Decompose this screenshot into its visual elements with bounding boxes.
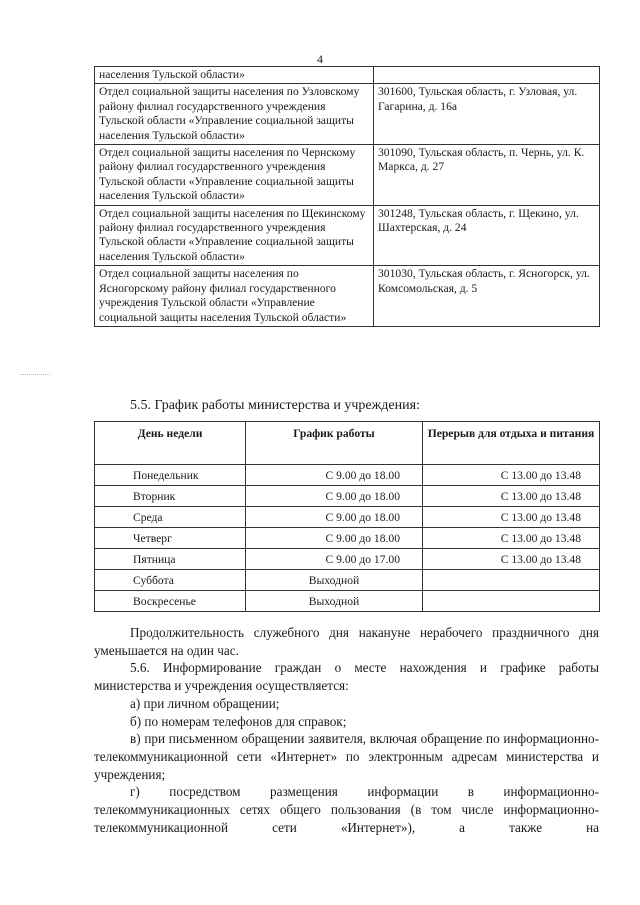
schedule-table	[94, 421, 600, 612]
schedule-row	[95, 465, 600, 486]
offices-table-body	[95, 67, 600, 327]
schedule-day: Пятница	[95, 549, 246, 570]
schedule-day: Четверг	[95, 528, 246, 549]
schedule-row	[95, 507, 600, 528]
header-day: День недели	[95, 422, 246, 465]
office-row	[95, 266, 600, 327]
header-hours: График работы	[246, 422, 423, 465]
schedule-break	[423, 591, 600, 612]
office-address	[374, 67, 600, 84]
schedule-hours: С 9.00 до 18.00	[246, 465, 423, 486]
schedule-break: С 13.00 до 13.48	[423, 528, 600, 549]
schedule-table-body	[95, 465, 600, 612]
office-row	[95, 145, 600, 206]
office-name: Отдел социальной защиты населения по Ясногорскому району филиал государственного учреждения Тульской области «Управление социальной защиты населения Тульской области»	[95, 266, 374, 327]
schedule-break: С 13.00 до 13.48	[423, 549, 600, 570]
schedule-break: С 13.00 до 13.48	[423, 507, 600, 528]
office-name: населения Тульской области»	[95, 67, 374, 84]
scan-artifact	[20, 374, 50, 377]
office-name: Отдел социальной защиты населения по Щекинскому району филиал государственного учреждения Тульской области «Управление социальной защиты населения Тульской области»	[95, 205, 374, 266]
schedule-hours: Выходной	[246, 591, 423, 612]
paragraph: б) по номерам телефонов для справок;	[130, 713, 347, 729]
schedule-hours: Выходной	[246, 570, 423, 591]
schedule-row	[95, 591, 600, 612]
schedule-row	[95, 570, 600, 591]
schedule-day: Понедельник	[95, 465, 246, 486]
schedule-hours: С 9.00 до 18.00	[246, 486, 423, 507]
paragraph: а) при личном обращении;	[130, 695, 280, 711]
office-name: Отдел социальной защиты населения по Узловскому районy филиал государственного учреждения Тульской области «Управление социальной защиты населения Тульской области»	[95, 84, 374, 145]
office-row	[95, 84, 600, 145]
office-address: 301090, Тульская область, п. Чернь, ул. К. Маркса, д. 27	[374, 145, 600, 206]
schedule-day: Суббота	[95, 570, 246, 591]
schedule-break	[423, 570, 600, 591]
office-row	[95, 67, 600, 84]
paragraph: Продолжительность служебного дня накануне нерабочего праздничного дня уменьшается на один час.	[94, 625, 599, 658]
schedule-hours: С 9.00 до 18.00	[246, 528, 423, 549]
office-address: 301030, Тульская область, г. Ясногорск, ул. Комсомольская, д. 5	[374, 266, 600, 327]
paragraph: в) при письменном обращении заявителя, включая обращение по информационно-телекоммуникационной сети «Интернет» по электронным адресам министерства и учреждения;	[94, 731, 599, 782]
body-text	[94, 624, 599, 836]
page-number: 4	[317, 52, 323, 66]
paragraph: г) посредством размещения информации в информационно-телекоммуникационных сетях общего пользования (в том числе информационно-телекоммуникационной сети «Интернет»), а также на	[94, 784, 599, 835]
schedule-title: 5.5. График работы министерства и учреждения:	[130, 398, 420, 413]
schedule-day: Воскресенье	[95, 591, 246, 612]
schedule-hours: С 9.00 до 18.00	[246, 507, 423, 528]
schedule-row	[95, 528, 600, 549]
office-row	[95, 205, 600, 266]
offices-table	[94, 66, 600, 327]
schedule-row	[95, 486, 600, 507]
schedule-day: Вторник	[95, 486, 246, 507]
schedule-hours: С 9.00 до 17.00	[246, 549, 423, 570]
office-address: 301600, Тульская область, г. Узловая, ул. Гагарина, д. 16а	[374, 84, 600, 145]
schedule-row	[95, 549, 600, 570]
schedule-break: С 13.00 до 13.48	[423, 486, 600, 507]
header-break: Перерыв для отдыха и питания	[423, 422, 600, 465]
paragraph: 5.6. Информирование граждан о месте нахождения и графике работы министерства и учреждения осуществляется:	[94, 660, 599, 694]
office-address: 301248, Тульская область, г. Щекино, ул. Шахтерская, д. 24	[374, 205, 600, 266]
office-name: Отдел социальной защиты населения по Чернскому району филиал государственного учреждения Тульской области «Управление социальной защиты населения Тульской области»	[95, 145, 374, 206]
schedule-day: Среда	[95, 507, 246, 528]
schedule-break: С 13.00 до 13.48	[423, 465, 600, 486]
schedule-header-row	[95, 422, 600, 465]
